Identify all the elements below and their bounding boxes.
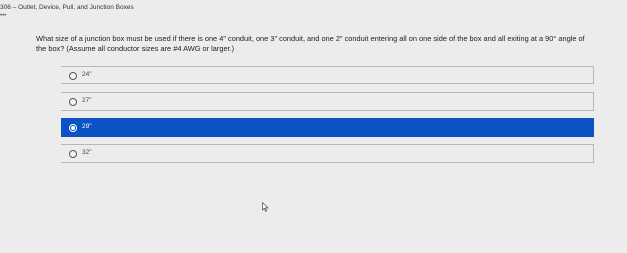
answer-option-label: 29" [82, 123, 92, 130]
answer-option-32[interactable] [61, 144, 594, 163]
radio-button-selected-icon[interactable] [69, 124, 77, 132]
radio-button-icon[interactable] [69, 72, 77, 80]
question-text: What size of a junction box must be used if there is one 4" conduit, one 3" conduit, and one 2" conduit entering all on one side of the box and all exiting at a 90° angle of the box? (Assume all conductor sizes are #4 AWG or larger.) [36, 34, 585, 53]
answer-option-29[interactable] [61, 118, 594, 137]
lesson-title: 306 – Outlet, Device, Pull, and Junction Boxes [0, 4, 134, 11]
answer-option-label: 24" [82, 71, 92, 78]
radio-button-icon[interactable] [69, 150, 77, 158]
more-dots-icon[interactable]: ••• [0, 13, 7, 19]
answer-option-27[interactable] [61, 92, 594, 111]
answer-option-label: 27" [82, 97, 92, 104]
answer-option-label: 32" [82, 149, 92, 156]
mouse-cursor-icon [262, 202, 269, 212]
answer-options [61, 66, 594, 171]
radio-button-icon[interactable] [69, 98, 77, 106]
answer-option-24[interactable] [61, 66, 594, 84]
